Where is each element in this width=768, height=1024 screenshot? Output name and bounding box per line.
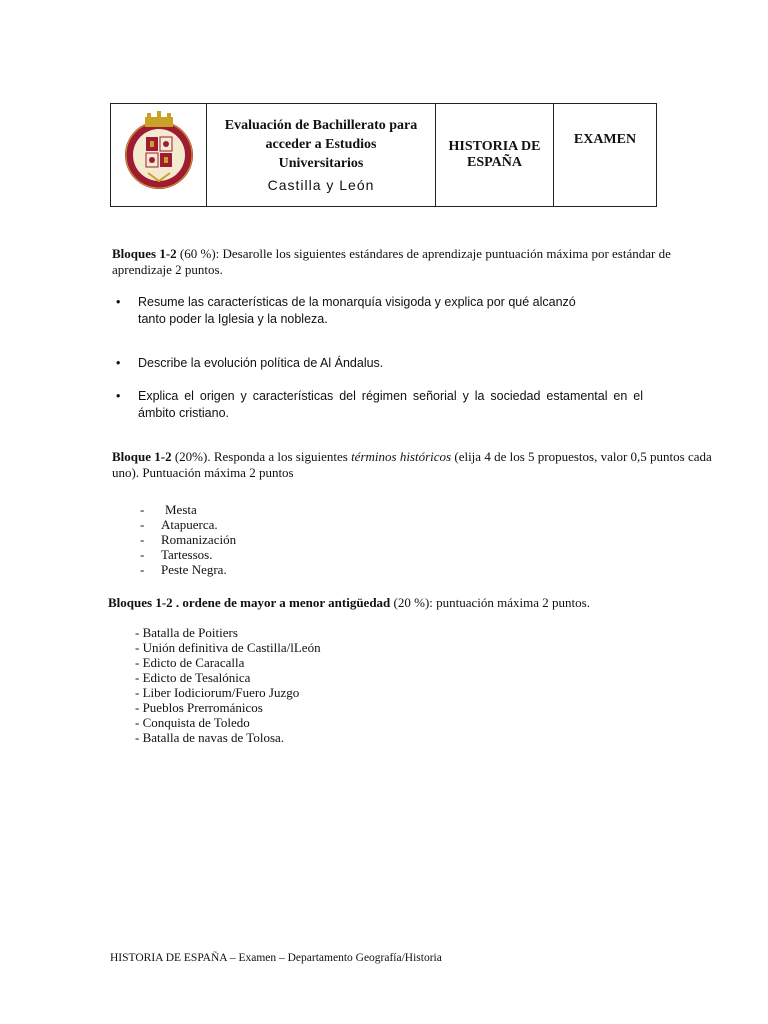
chronology-list [135,625,321,745]
section-3-heading: Bloques 1-2 . ordene de mayor a menor antigüedad [108,595,391,610]
university-seal-logo [123,111,195,195]
section-3-weight: (20 %) [393,595,430,610]
exam-title-line-3: Universitarios [278,155,364,171]
section-1-item-text: Explica el origen y características del régimen señorial y la sociedad estamental en el ámbito cristiano. [138,389,643,420]
section-3-scoring: : puntuación máxima 2 puntos. [429,595,590,610]
bullet-icon: • [116,389,121,403]
section-2-heading: Bloque 1-2 [112,449,172,464]
university-seal-cell [111,104,207,207]
list-item: - Edicto de Tesalónica [135,670,251,685]
list-item: - Pueblos Prerrománicos [135,700,263,715]
bullet-icon: • [116,356,121,370]
section-1-heading: Bloques 1-2 [112,246,177,261]
list-item: - Batalla de navas de Tolosa. [135,730,285,745]
list-item: - Atapuerca. [140,517,218,532]
section-2-weight: (20%) [174,449,208,464]
list-item: - Unión definitiva de Castilla/lLeón [135,640,321,655]
subject-cell [436,104,554,207]
section-1-instruction: : Desarolle los siguientes estándares de aprendizaje [215,246,483,261]
section-1-item-1 [116,294,646,334]
exam-header [110,103,657,207]
section-1-scoring: puntuación máxima por estándar de aprendizaje 2 puntos. [112,246,671,277]
exam-title-line-1: Evaluación de Bachillerato para [224,117,418,133]
section-1-item-2 [116,355,646,375]
subject-line-2: ESPAÑA [467,155,522,170]
section-2-instruction: . Responda a los siguientes [207,449,352,464]
list-item: - Batalla de Poitiers [135,625,238,640]
section-1-item-3 [116,388,646,428]
section-2-scoring: (elija 4 de los 5 propuestos, valor 0,5 puntos cada uno). Puntuación máxima 2 puntos [112,449,712,480]
list-item: - Tartessos. [140,547,213,562]
list-item: - Conquista de Toledo [135,715,250,730]
section-1-item-text: Resume las características de la monarquía visigoda y explica por qué alcanzó tanto poder la Iglesia y la nobleza. [138,295,576,326]
section-1-instructions [112,246,732,278]
section-2-instructions [112,449,732,481]
exam-title-line-2: acceder a Estudios [265,136,377,152]
bullet-icon: • [116,295,121,309]
exam-title-cell [207,104,436,207]
exam-region: Castilla y León [267,176,375,193]
exam-label-cell [554,104,657,207]
section-1-weight: (60 %) [179,246,216,261]
list-item: - Liber Iodiciorum/Fuero Juzgo [135,685,300,700]
subject-line-1: HISTORIA DE [448,139,541,154]
list-item: - Romanización [140,532,237,547]
section-3-instructions [108,595,728,611]
exam-label: EXAMEN [573,132,637,147]
section-2-emphasis: términos históricos [351,449,452,464]
list-item: - Peste Negra. [140,562,227,577]
list-item: - Mesta [140,502,197,517]
section-1-item-text: Describe la evolución política de Al Ándalus. [138,356,384,370]
page-footer: HISTORIA DE ESPAÑA – Examen – Departamento Geografía/Historia [110,952,442,964]
list-item: - Edicto de Caracalla [135,655,245,670]
historical-terms-list [140,502,236,577]
